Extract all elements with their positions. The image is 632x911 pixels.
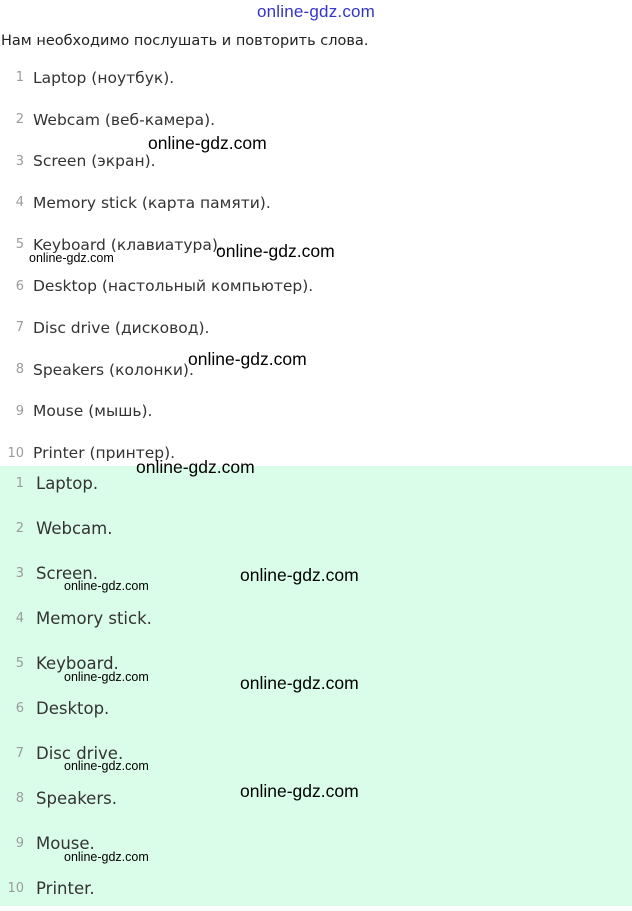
- list-item: [0, 506, 632, 551]
- watermark: online-gdz.com: [240, 673, 359, 693]
- item-number: 1: [15, 70, 24, 86]
- item-text: Webcam.: [36, 519, 113, 538]
- item-number: 10: [7, 445, 24, 461]
- item-text: Printer (принтер).: [33, 444, 176, 463]
- item-text: Disc drive (дисковод).: [33, 318, 210, 337]
- item-text: Printer.: [36, 879, 95, 898]
- item-number: 9: [15, 403, 24, 419]
- word-list-with-translation: [0, 57, 632, 474]
- list-item: [0, 349, 632, 391]
- item-number: 4: [15, 611, 24, 626]
- item-number: 2: [15, 112, 24, 128]
- item-number: 1: [15, 476, 24, 491]
- item-number: 3: [15, 153, 24, 169]
- watermark: online-gdz.com: [64, 579, 149, 593]
- item-text: Memory stick.: [36, 609, 152, 628]
- item-number: 5: [15, 656, 24, 671]
- watermark: online-gdz.com: [188, 349, 307, 369]
- task-instruction: Нам необходимо послушать и повторить слова.: [1, 33, 369, 49]
- item-number: 6: [15, 278, 24, 294]
- watermark: online-gdz.com: [240, 781, 359, 801]
- list-item: [0, 866, 632, 911]
- item-text: Speakers (колонки).: [33, 360, 194, 379]
- item-text: Screen.: [36, 564, 98, 583]
- item-text: Keyboard (клавиатура).: [33, 235, 223, 254]
- item-number: 8: [15, 362, 24, 378]
- list-item: [0, 391, 632, 433]
- item-number: 10: [7, 881, 24, 896]
- item-number: 5: [15, 237, 24, 253]
- item-number: 7: [15, 746, 24, 761]
- watermark: online-gdz.com: [216, 241, 335, 261]
- item-text: Keyboard.: [36, 654, 119, 673]
- watermark: online-gdz.com: [64, 670, 149, 684]
- watermark: online-gdz.com: [136, 457, 255, 477]
- list-item: [0, 57, 632, 99]
- item-text: Desktop.: [36, 699, 110, 718]
- watermark: online-gdz.com: [148, 133, 267, 153]
- item-number: 2: [15, 521, 24, 536]
- item-text: Mouse.: [36, 834, 95, 853]
- item-number: 9: [15, 836, 24, 851]
- item-number: 6: [15, 701, 24, 716]
- list-item: [0, 265, 632, 307]
- watermark: online-gdz.com: [240, 565, 359, 585]
- item-text: Laptop (ноутбук).: [33, 68, 175, 87]
- site-header-watermark: online-gdz.com: [256, 2, 376, 21]
- item-text: Laptop.: [36, 474, 99, 493]
- list-item: [0, 596, 632, 641]
- item-text: Mouse (мышь).: [33, 402, 153, 421]
- item-text: Memory stick (карта памяти).: [33, 193, 271, 212]
- item-number: 3: [15, 566, 24, 581]
- watermark: online-gdz.com: [64, 850, 149, 864]
- item-text: Webcam (веб-камера).: [33, 110, 216, 129]
- watermark: online-gdz.com: [29, 251, 114, 265]
- item-number: 8: [15, 791, 24, 806]
- item-text: Disc drive.: [36, 744, 124, 763]
- list-item: [0, 99, 632, 141]
- item-text: Screen (экран).: [33, 152, 156, 171]
- list-item: [0, 182, 632, 224]
- list-item: [0, 307, 632, 349]
- item-text: Speakers.: [36, 789, 117, 808]
- list-item: [0, 140, 632, 182]
- list-item: [0, 457, 632, 506]
- watermark: online-gdz.com: [64, 759, 149, 773]
- item-number: 4: [15, 195, 24, 211]
- item-text: Desktop (настольный компьютер).: [33, 277, 314, 296]
- item-number: 7: [15, 320, 24, 336]
